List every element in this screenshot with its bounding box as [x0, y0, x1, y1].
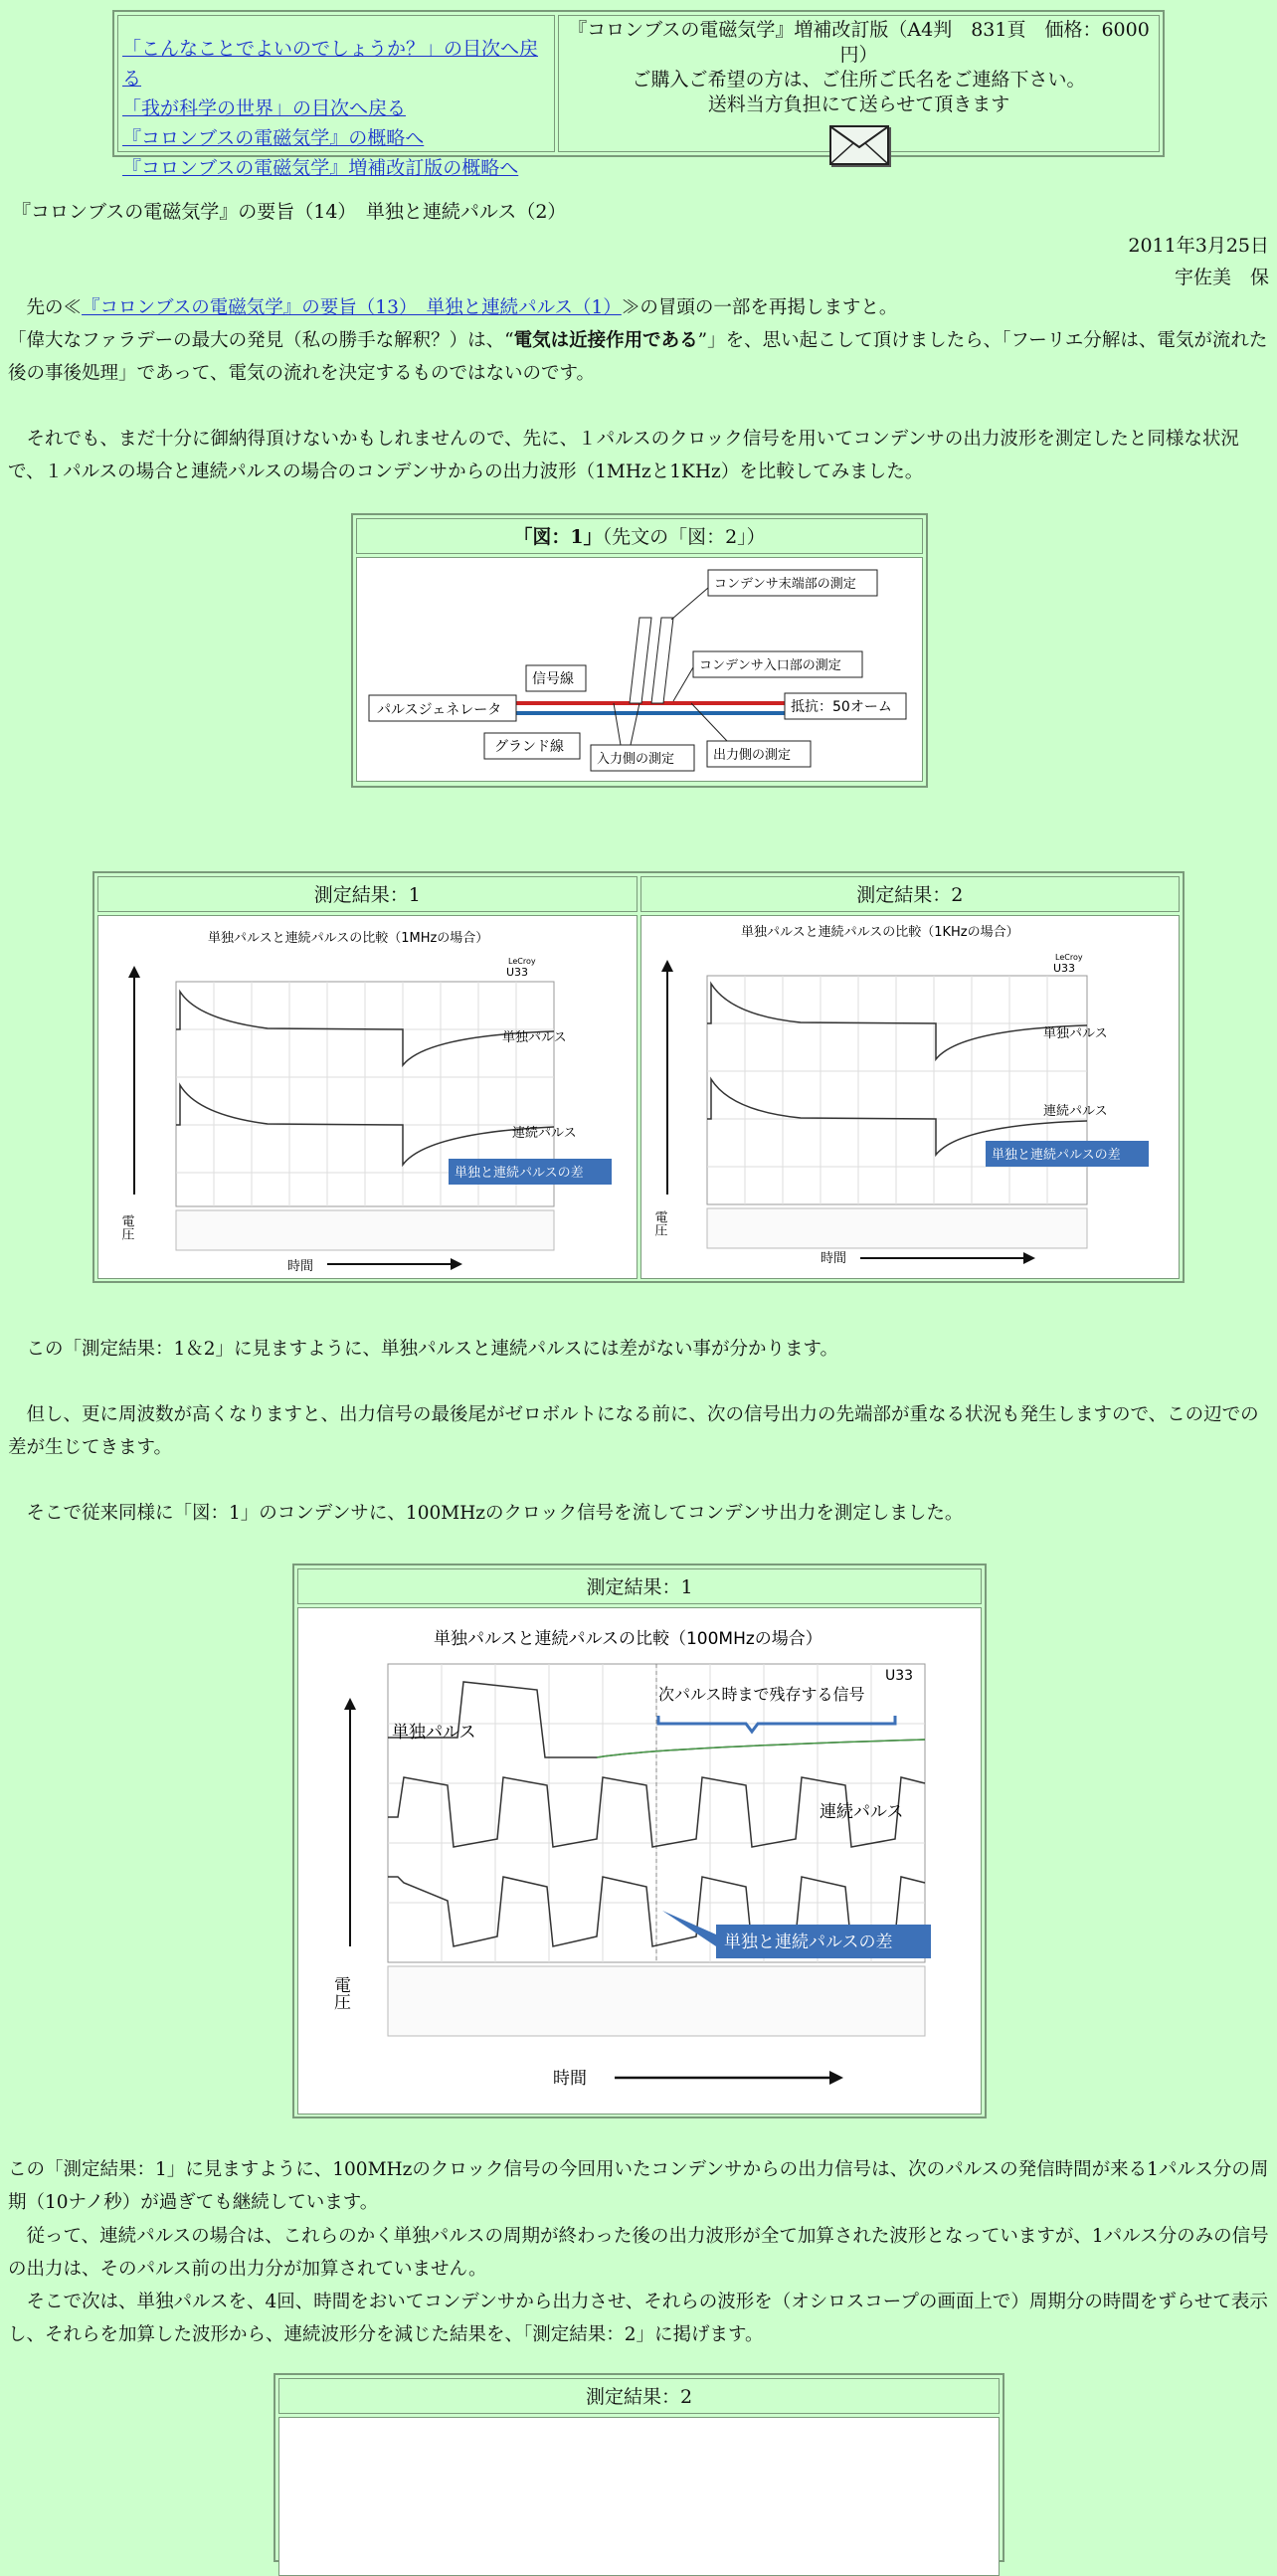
scope-100mhz-axis-v: 電圧 — [330, 1976, 350, 2010]
scope-1mhz — [97, 915, 638, 1279]
book-info-cell — [558, 15, 1160, 152]
result-1khz-caption: 測定結果：2 — [640, 876, 1181, 912]
scope-1mhz-diff-label: 単独と連続パルスの差 — [455, 1166, 584, 1181]
article-author: 宇佐美 保 — [1174, 267, 1269, 288]
previous-article-link[interactable]: 『コロンブスの電磁気学』の要旨（13） 単独と連続パルス（1） — [82, 297, 622, 318]
scope-100mhz-remain-label: 次パルス時まで残存する信号 — [658, 1685, 865, 1704]
scope-1khz-diff-label: 単独と連続パルスの差 — [991, 1148, 1121, 1163]
label-capacitor-end: コンデンサ末端部の測定 — [714, 577, 856, 592]
scope-1khz-continuous-label: 連続パルス — [1042, 1104, 1108, 1119]
scope-1khz — [640, 915, 1181, 1279]
label-ground-line: グランド線 — [494, 739, 564, 755]
article-title: 『コロンブスの電磁気学』の要旨（14） 単独と連続パルス（2） — [12, 201, 567, 223]
result-2-caption: 測定結果：2 — [278, 2378, 1000, 2414]
scope-100mhz-continuous-label: 連続パルス — [820, 1802, 904, 1822]
scope-1mhz-continuous-label: 連続パルス — [512, 1126, 577, 1141]
scope-1khz-axis-t: 時間 — [820, 1251, 846, 1266]
result-2 — [274, 2373, 1004, 2562]
scope-1mhz-brand: LeCroy — [508, 957, 536, 966]
figure-1-caption: 「図：1」（先文の「図：2」） — [356, 518, 923, 554]
figure-1 — [351, 513, 928, 788]
paragraph-5: 但し、更に周波数が高くなりますと、出力信号の最後尾がゼロボルトになる前に、次の信号出力の先端部が重なる状況も発生しますので、この辺での差が生じてきます。 — [8, 1404, 1259, 1458]
mail-icon[interactable] — [829, 125, 889, 165]
paragraph-1: 先の≪『コロンブスの電磁気学』の要旨（13） 単独と連続パルス（1）≫の冒頭の一部を再掲しますと。 — [26, 297, 898, 318]
label-output-measure: 出力側の測定 — [713, 748, 792, 763]
scope-1mhz-channel: U33 — [506, 966, 529, 979]
label-capacitor-entry: コンデンサ入口部の測定 — [699, 658, 841, 673]
result-1mhz — [97, 876, 638, 1278]
nav-link-science[interactable]: 「我が科学の世界」の目次へ戻る — [122, 97, 407, 119]
nav-link-revised-overview[interactable]: 『コロンブスの電磁気学』増補改訂版の概略へ — [122, 157, 519, 179]
scope-1khz-axis-v: 電圧 — [651, 1210, 666, 1236]
result-1mhz-caption: 測定結果：1 — [97, 876, 638, 912]
book-title-line: 『コロンブスの電磁気学』増補改訂版（A4判 831頁 価格：6000円） — [568, 19, 1150, 66]
scope-100mhz-title: 単独パルスと連続パルスの比較（100MHzの場合） — [434, 1629, 822, 1649]
nav-link-overview[interactable]: 『コロンブスの電磁気学』の概略へ — [122, 127, 425, 149]
scope-1khz-channel: U33 — [1052, 962, 1075, 975]
scope-100mhz — [297, 1607, 982, 2115]
label-pulse-generator: パルスジェネレータ — [377, 702, 502, 718]
paragraph-2: 「偉大なファラデーの最大の発見（私の勝手な解釈？）は、“電気は近接作用である”」を、思い起こして頂けましたら、「フーリエ分解は、電気が流れた後の事後処理」であって、電気の流れを決定するものではないのです。 — [8, 330, 1268, 384]
paragraph-7: この「測定結果：1」に見ますように、100MHzのクロック信号の今回用いたコンデンサからの出力信号は、次のパルスの発信時間が来る1パルス分の周期（10ナノ秒）が過ぎても継続しています。 — [8, 2159, 1269, 2213]
scope-100mhz-diff-label: 単独と連続パルスの差 — [724, 1932, 893, 1952]
scope-1mhz-axis-v: 電圧 — [118, 1214, 134, 1240]
result-1khz — [640, 876, 1181, 1278]
nav-link-contents[interactable]: 「こんなことでよいのでしょうか？」の目次へ戻る — [122, 38, 539, 90]
article-date: 2011年3月25日 — [1128, 235, 1269, 257]
scope-100mhz-single-label: 単独パルス — [392, 1723, 476, 1743]
scope-1mhz-title: 単独パルスと連続パルスの比較（1MHzの場合） — [208, 931, 489, 946]
nav-table — [112, 10, 1165, 179]
scope-1khz-brand: LeCroy — [1054, 953, 1083, 962]
paragraph-6: そこで従来同様に「図：1」のコンデンサに、100MHzのクロック信号を流してコンデンサ出力を測定しました。 — [26, 1503, 964, 1524]
label-input-measure: 入力側の測定 — [597, 752, 675, 767]
book-order-line: ご購入ご希望の方は、ご住所ご氏名をご連絡下さい。 — [632, 69, 1086, 91]
result-2-image — [278, 2417, 1000, 2576]
paragraph-8: 従って、連続パルスの場合は、これらのかく単独パルスの周期が終わった後の出力波形が全て加算された波形となっていますが、1パルス分のみの信号の出力は、そのパルス前の出力分が加算されていません。 — [8, 2226, 1269, 2280]
scope-100mhz-axis-t: 時間 — [553, 2069, 587, 2089]
scope-1khz-single-label: 単独パルス — [1042, 1026, 1108, 1041]
scope-1mhz-single-label: 単独パルス — [502, 1030, 567, 1045]
paragraph-3: それでも、まだ十分に御納得頂けないかもしれませんので、先に、１パルスのクロック信号を用いてコンデンサの出力波形を測定したと同様な状況で、１パルスの場合と連続パルスの場合のコンデンサからの出力波形（1MHzと1KHz）を比較してみました。 — [8, 429, 1239, 482]
scope-1khz-title: 単独パルスと連続パルスの比較（1KHzの場合） — [740, 925, 1019, 940]
paragraph-9: そこで次は、単独パルスを、4回、時間をおいてコンデンサから出力させ、それらの波形を（オシロスコープの画面上で）周期分の時間をずらせて表示し、それらを加算した波形から、連続波形分を減じた結果を、「測定結果：2」に掲げます。 — [8, 2292, 1268, 2345]
paragraph-4: この「測定結果：1＆2」に見ますように、単独パルスと連続パルスには差がない事が分かります。 — [26, 1339, 838, 1360]
scope-100mhz-channel: U33 — [885, 1668, 914, 1684]
result-100mhz — [292, 1564, 987, 2118]
figure-1-diagram — [356, 557, 923, 782]
scope-1mhz-axis-t: 時間 — [287, 1259, 314, 1274]
results-pair-table — [92, 871, 1185, 1283]
result-100mhz-caption: 測定結果：1 — [297, 1568, 982, 1604]
label-resistor: 抵抗：50オーム — [791, 699, 892, 715]
label-signal-line: 信号線 — [532, 671, 574, 687]
book-shipping-line: 送料当方負担にて送らせて頂きます — [707, 93, 1010, 115]
nav-links-cell — [117, 15, 555, 179]
